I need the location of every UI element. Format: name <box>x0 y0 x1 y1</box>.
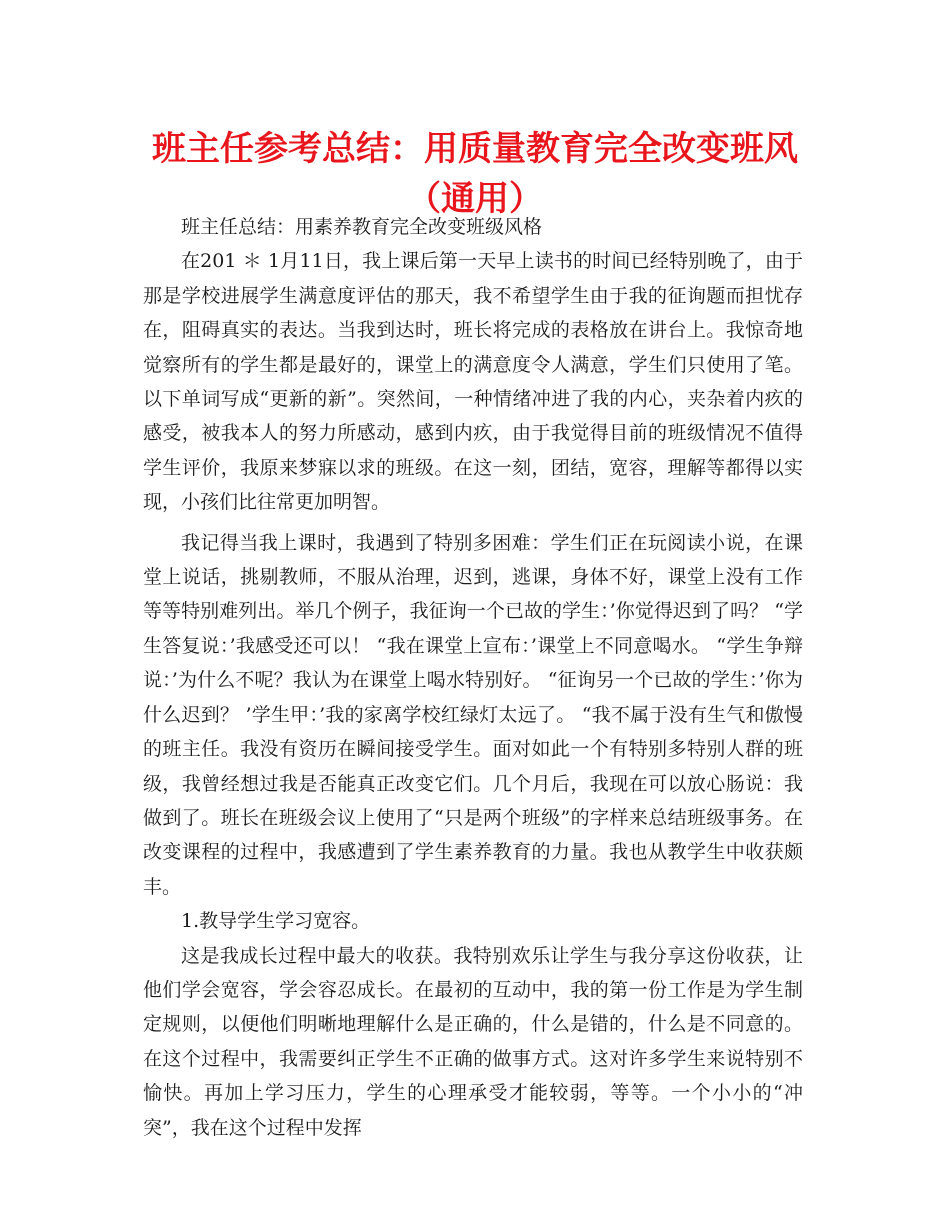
document-title: 班主任参考总结：用质量教育完全改变班风（通用） <box>152 129 798 219</box>
subtitle-paragraph: 班主任总结：用素养教育完全改变班级风格 <box>181 216 543 238</box>
section-heading: 1.教导学生学习宽容。 <box>181 910 371 933</box>
body-paragraph: 这是我成长过程中最大的收获。我特别欢乐让学生与我分享这份收获，让他们学会宽容，学会容忍成长。在最初的互动中，我的第一份工作是为学生制定规则，以便他们明晰地理解什么是正确的，什么是错的，什么是不同意的。在这个过程中，我需要纠正学生不正确的做事方式。这对许多学生来说特别不愉快。再加上学习压力，学生的心理承受才能较弱，等等。一个小小的“冲突”，我在这个过程中发挥 <box>143 944 803 1139</box>
body-paragraph: 在201 ＊ 1月11日，我上课后第一天早上读书的时间已经特别晚了，由于那是学校进展学生满意度评估的那天，我不希望学生由于我的征询题而担忧存在，阻碍真实的表达。当我到达时，班长将完成的表格放在讲台上。我惊奇地觉察所有的学生都是最好的，课堂上的满意度令人满意，学生们只使用了笔。以下单词写成“更新的新”。突然间，一种情绪冲进了我的内心，夹杂着内疚的感受，被我本人的努力所感动，感到内疚，由于我觉得目前的班级情况不值得学生评价，我原来梦寐以求的班级。在这一刻，团结，宽容，理解等都得以实现，小孩们比往常更加明智。 <box>143 250 803 514</box>
body-paragraph: 我记得当我上课时，我遇到了特别多困难：学生们正在玩阅读小说，在课堂上说话，挑剔教师，不服从治理，迟到，逃课，身体不好，课堂上没有工作等等特别难列出。举几个例子，我征询一个已故的学生：’你觉得迟到了吗？ “学生答复说：’我感受还可以！ “我在课堂上宣布：’课堂上不同意喝水。 “学生争辩说：’为什么不呢？我认为在课堂上喝水特别好。 “征询另一个已故的学生：’你为什么迟到？ ’学生甲：’我的家离学校红绿灯太远了。 “我不属于没有生气和傲慢的班主任。我没有资历在瞬间接受学生。面对如此一个有特别多特别人群的班级，我曾经想过我是否能真正改变它们。几个月后，我现在可以放心肠说：我做到了。班长在班级会议上使用了“只是两个班级”的字样来总结班级事务。在改变课程的过程中，我感遭到了学生素养教育的力量。我也从教学生中收获颇丰。 <box>143 531 803 898</box>
document-body <box>143 210 803 1145</box>
